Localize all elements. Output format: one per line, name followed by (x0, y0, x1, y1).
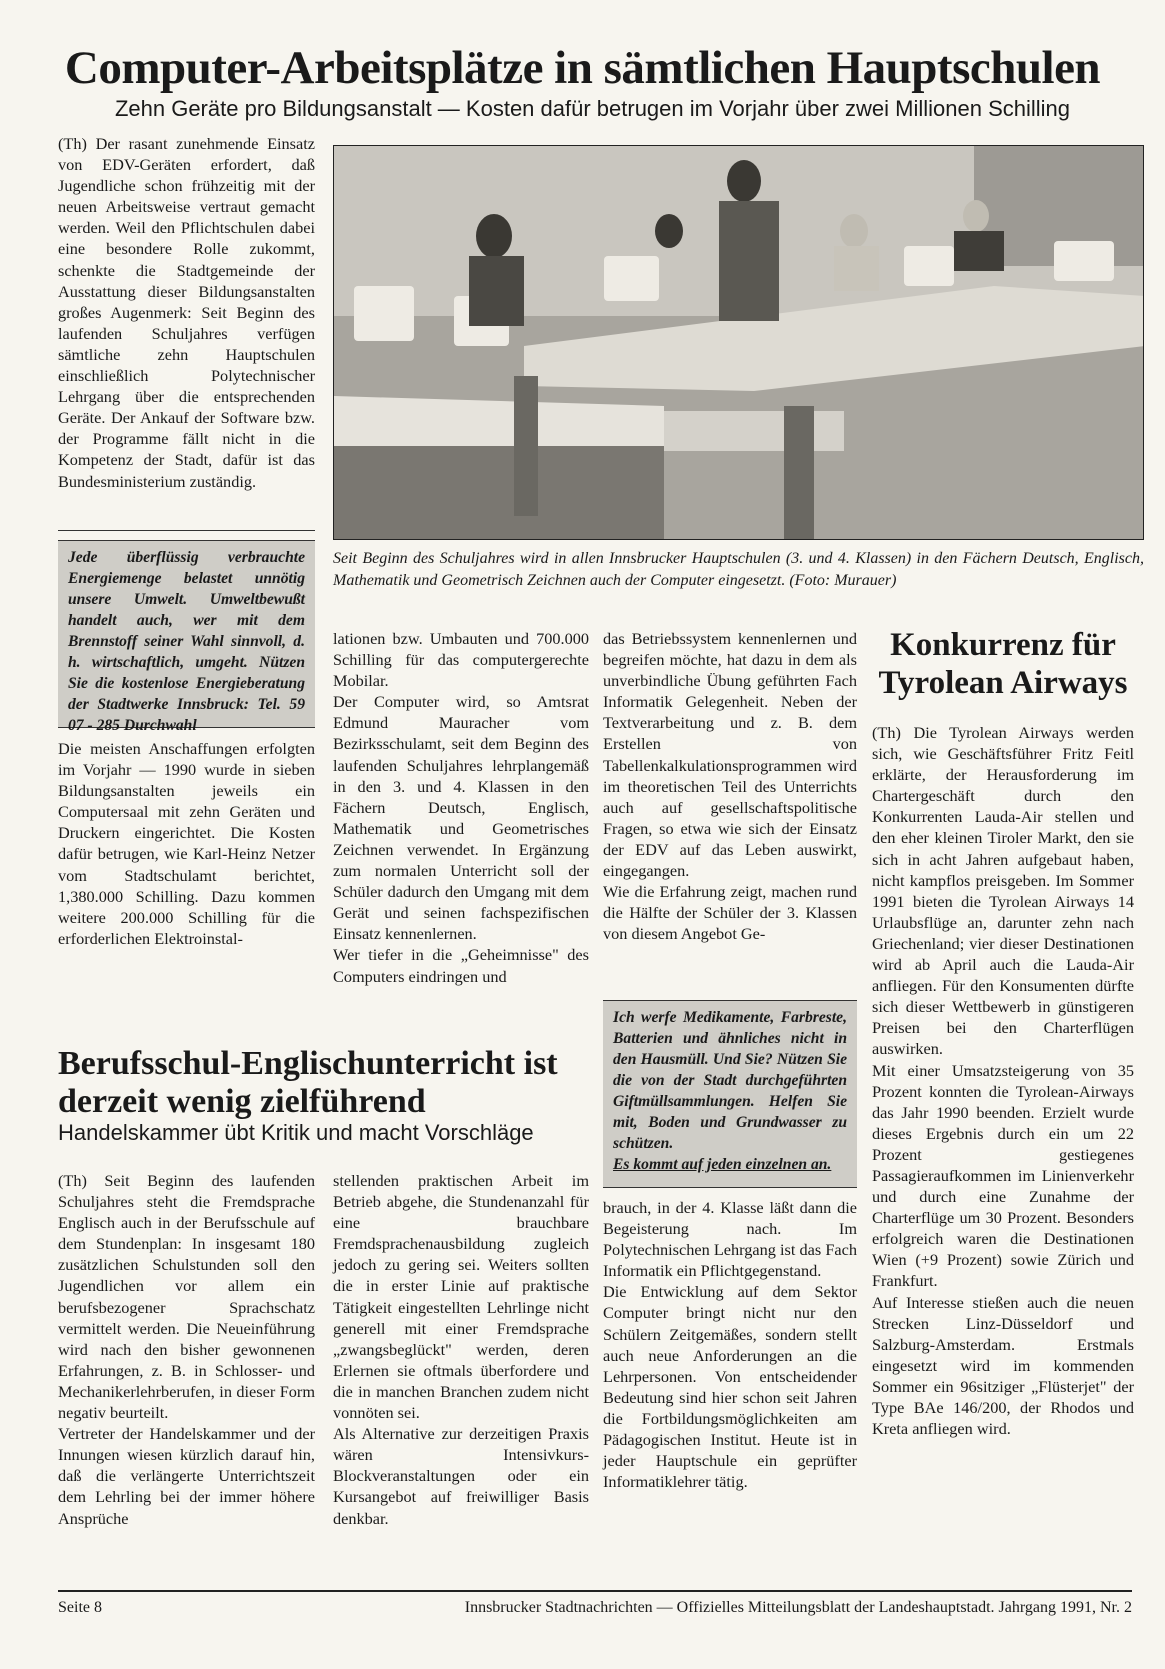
paragraph: stellenden praktischen Arbeit im Betrieb abgehe, die Stundenanzahl für eine brauchbare Fremdsprachenausbildung zugleich jedoch zu gering sei. Weiters sollten die in erster Linie auf praktische Tätigkeit eingestellten Lehrlinge nicht generell mit einer Fremdsprache „zwangsbeglückt" werden, deren Erlernen sie oftmals überfordere und die in manchen Branchen zudem nicht vonnöten sei. (333, 1171, 589, 1423)
article3-headline: Konkurrenz für Tyrolean Airways (878, 627, 1128, 701)
hazardous-waste-notice-box (603, 1000, 857, 1188)
article1-col3-bottom (603, 1197, 857, 1492)
paragraph: Wie die Erfahrung zeigt, machen rund die Hälfte der Schüler der 3. Klassen von diesem Angebot Ge- (603, 882, 857, 944)
classroom-photo (333, 145, 1144, 540)
article1-col2 (333, 628, 589, 987)
paragraph: (Th) Der rasant zunehmende Einsatz von EDV-Geräten erfordert, daß Jugendliche schon frühzeitig mit der neuen Arbeitsweise vertraut gemacht werden. Weil den Pflichtschulen dabei eine besondere Rolle zukommt, schenkte die Stadtgemeinde der Ausstattung dieser Bildungsanstalten großes Augenmerk: Seit Beginn des laufenden Schuljahres verfügen sämtliche zehn Hauptschulen einschließlich Polytechnischer Lehrgang über die entsprechenden Geräte. Der Ankauf der Software bzw. der Programme fällt nicht in die Kompetenz der Stadt, dafür ist das Bundesministerium zuständig. (58, 134, 315, 491)
masthead: Innsbrucker Stadtnachrichten — Offizielles Mitteilungsblatt der Landeshauptstadt. Jahrgang 1991, Nr. 2 (464, 1599, 1132, 1616)
article3-body (872, 722, 1134, 1439)
paragraph: (Th) Die Tyrolean Airways werden sich, wie Geschäftsführer Fritz Feitl erklärte, der Herausforderung im Chartergeschäft durch den Konkurrenten Lauda-Air stellen und den eher kleinen Tiroler Markt, den sie sich in acht Jahren aufgebaut haben, nicht kampflos preisgeben. Im Sommer 1991 bieten die Tyrolean Airways 14 Urlaubsflüge an, darunter zehn nach Griechenland; vier dieser Destinationen wird ab April auch die Lauda-Air anfliegen. Für den Konsumenten dürfte sich dieser Wettbewerb in günstigeren Preisen bei den Charterflügen auswirken. (872, 723, 1134, 1059)
footer-divider (58, 1590, 1132, 1592)
article1-col3-top (603, 628, 857, 944)
article1-col1-bottom (58, 738, 315, 949)
paragraph: Als Alternative zur derzeitigen Praxis wären Intensivkurs-Blockveranstaltungen oder ein Kursangebot auf freiwilliger Basis denkbar. (333, 1424, 589, 1528)
article2-subheadline: Handelskammer übt Kritik und macht Vorschläge (58, 1120, 534, 1145)
headline: Computer-Arbeitsplätze in sämtlichen Hauptschulen (64, 42, 1101, 94)
paragraph: Auf Interesse stießen auch die neuen Strecken Linz-Düsseldorf und Salzburg-Amsterdam. Erstmals eingesetzt wird im kommenden Sommer ein 96sitziger „Flüsterjet" der Type BAe 146/200, der Rhodos und Kreta anfliegen wird. (872, 1292, 1134, 1439)
paragraph: Vertreter der Handelskammer und der Innungen wiesen kürzlich darauf hin, daß die verlängerte Unterrichtszeit dem Lehrling bei der immer höhere Ansprüche (58, 1424, 315, 1528)
article2-col2 (333, 1170, 589, 1529)
hazardous-waste-notice-text: Ich werfe Medikamente, Farbreste, Batterien und ähnliches nicht in den Hausmüll. Und Sie? Nützen Sie die von der Stadt durchgeführten Giftmüllsammlungen. Helfen Sie mit, Boden und Grundwasser zu schützen. (613, 1009, 847, 1152)
paragraph: Die meisten Anschaffungen erfolgten im Vorjahr — 1990 wurde in sieben Bildungsanstalten jeweils ein Computersaal mit zehn Geräten und Druckern eingerichtet. Die Kosten dafür betrugen, wie Karl-Heinz Netzer vom Stadtschulamt berichtet, 1,380.000 Schilling. Dazu kommen weitere 200.000 Schilling für die erforderlichen Elektroinstal- (58, 739, 315, 948)
paragraph: lationen bzw. Umbauten und 700.000 Schilling für das computergerechte Mobilar. (333, 629, 589, 691)
page-number: Seite 8 (58, 1599, 102, 1616)
energy-notice-box (58, 540, 315, 734)
paragraph: brauch, in der 4. Klasse läßt dann die Begeisterung nach. Im Polytechnischen Lehrgang ist das Fach Informatik ein Pflichtgegenstand. (603, 1198, 857, 1281)
article2-headline: Berufsschul-Englischunterricht ist derzeit wenig zielführend (58, 1045, 558, 1120)
classroom-photo-illustration (334, 146, 1144, 540)
divider (58, 530, 315, 531)
photo-caption: Seit Beginn des Schuljahres wird in allen Innsbrucker Hauptschulen (3. und 4. Klassen) in den Fächern Deutsch, Englisch, Mathematik und Geometrisch Zeichnen auch der Computer eingesetzt. (Foto: Murauer) (333, 550, 1144, 589)
article2-col1 (58, 1170, 315, 1529)
hazardous-waste-notice-closing: Es kommt auf jeden einzelnen an. (613, 1156, 832, 1173)
paragraph: Der Computer wird, so Amtsrat Edmund Mauracher vom Bezirksschulamt, seit dem Beginn des laufenden Schuljahres lehrplangemäß in den 3. und 4. Klassen in den Fächern Deutsch, Englisch, Mathematik und Geometrisches Zeichnen verwendet. In Ergänzung zum normalen Unterricht soll der Schüler dadurch den Umgang mit dem Gerät und seinen fachspezifischen Einsatz kennenlernen. (333, 692, 589, 944)
paragraph: das Betriebssystem kennenlernen und begreifen möchte, hat dazu in dem als unverbindliche Übung geführten Fach Informatik Gelegenheit. Neben der Textverarbeitung und z. B. dem Erstellen von Tabellenkalkulationsprogrammen wird im theoretischen Teil des Unterrichts auch auf gesellschaftspolitische Fragen, so etwa wie sich der Einsatz der EDV auf das Leben auswirkt, eingegangen. (603, 629, 857, 881)
paragraph: (Th) Seit Beginn des laufenden Schuljahres steht die Fremdsprache Englisch auch in der Berufsschule auf dem Stundenplan: In insgesamt 180 zusätzlichen Schulstunden soll den Jugendlichen vor allem ein berufsbezogener Sprachschatz vermittelt werden. Die Neueinführung wird nach den bisher gewonnenen Erfahrungen, z. B. in Schlosser- und Mechanikerlehrberufen, in dieser Form negativ beurteilt. (58, 1171, 315, 1423)
subheadline: Zehn Geräte pro Bildungsanstalt — Kosten dafür betrugen im Vorjahr über zwei Millionen Schilling (114, 96, 1071, 121)
energy-notice-text: Jede überflüssig verbrauchte Energiemenge belastet unnötig unsere Umwelt. Umweltbewußt handelt auch, wer mit dem Brennstoff seiner Wahl sinnvoll, d. h. wirtschaftlich, umgeht. Nützen Sie die kostenlose Energieberatung der Stadtwerke Innsbruck: Tel. 59 07 - 285 Durchwahl (68, 549, 305, 734)
paragraph: Wer tiefer in die „Geheimnisse" des Computers eindringen und (333, 945, 589, 986)
paragraph: Mit einer Umsatzsteigerung von 35 Prozent konnten die Tyrolean-Airways das Jahr 1990 beenden. Erzielt wurde dieses Ergebnis durch ein um 22 Prozent gestiegenes Passagieraufkommen im Linienverkehr und durch eine Zunahme der Charterflüge um 30 Prozent. Besonders erfolgreich waren die Destinationen Wien (+9 Prozent) sowie Zürich und Frankfurt. (872, 1060, 1134, 1291)
article1-col1-top (58, 133, 315, 492)
paragraph: Die Entwicklung auf dem Sektor Computer bringt nicht nur den Schülern Zeitgemäßes, sondern stellt auch neue Anforderungen an die Lehrpersonen. Von entscheidender Bedeutung sind hier schon seit Jahren die Fortbildungsmöglichkeiten am Pädagogischen Institut. Heute ist in jeder Hauptschule ein geprüfter Informatiklehrer tätig. (603, 1282, 857, 1492)
